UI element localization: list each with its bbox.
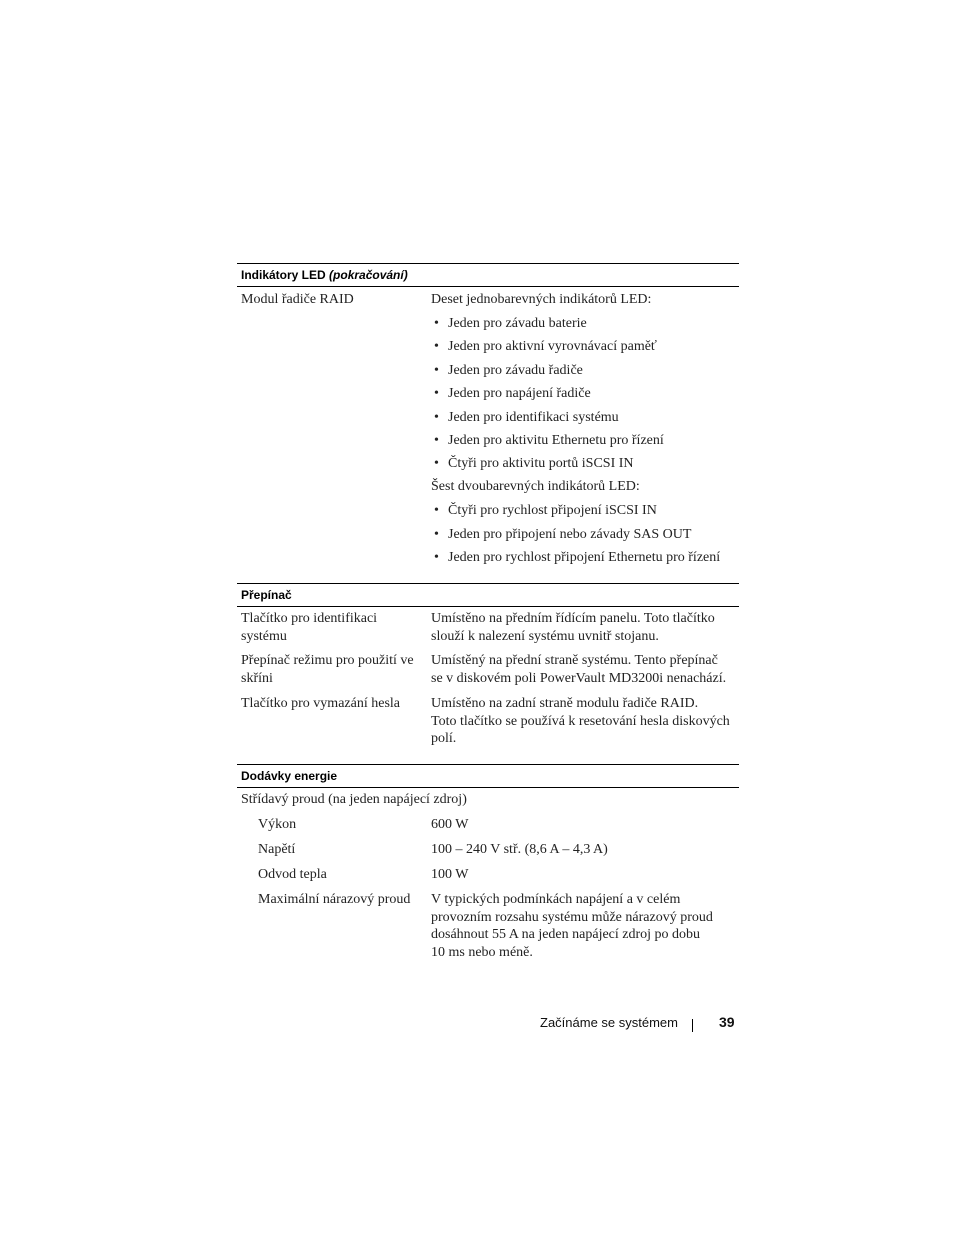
row-value-id-button: Umístěno na předním řídícím panelu. Toto tlačítko slouží k nalezení systému uvnitř stojanu.	[431, 611, 715, 644]
row-value-inrush: V typických podmínkách napájení a v celém provozním rozsahu systému může nárazový proud dosáhnout 55 A na jeden napájecí zdroj po dobu 10 ms nebo méně.	[431, 892, 713, 960]
row-label-heat: Odvod tepla	[258, 867, 327, 882]
power-subhead: Střídavý proud (na jeden napájecí zdroj)	[241, 792, 467, 807]
row-label-id-button: Tlačítko pro identifikaci systému	[241, 611, 378, 644]
row-label-inrush: Maximální nárazový proud	[258, 892, 411, 907]
list-item: • Čtyři pro rychlost připojení iSCSI IN	[434, 503, 657, 518]
list-item: • Jeden pro závadu řadiče	[434, 363, 583, 378]
footer-separator	[692, 1019, 693, 1032]
list-item: • Jeden pro aktivní vyrovnávací paměť	[434, 339, 657, 354]
section-header-power	[237, 764, 739, 788]
list-item: • Jeden pro závadu baterie	[434, 316, 587, 331]
row-label-password-reset: Tlačítko pro vymazání hesla	[241, 696, 400, 711]
section-title: Přepínač	[241, 588, 292, 602]
list-item: • Jeden pro připojení nebo závady SAS OUT	[434, 527, 692, 542]
row-value-heat: 100 W	[431, 867, 469, 882]
row-label-mode-switch: Přepínač režimu pro použití ve skříni	[241, 653, 414, 686]
list-item: • Jeden pro rychlost připojení Ethernetu pro řízení	[434, 550, 721, 565]
led-intro-mono: Deset jednobarevných indikátorů LED:	[431, 292, 652, 307]
row-value-password-reset: Umístěno na zadní straně modulu řadiče RAID. Toto tlačítko se používá k resetování hesla diskových polí.	[431, 696, 730, 746]
list-item: • Jeden pro aktivitu Ethernetu pro řízení	[434, 433, 664, 448]
footer-chapter: Začínáme se systémem	[540, 1015, 678, 1030]
list-item: • Jeden pro napájení řadiče	[434, 386, 591, 401]
row-value-output: 600 W	[431, 817, 469, 832]
list-item: • Jeden pro identifikaci systému	[434, 410, 619, 425]
section-title-suffix: (pokračování)	[329, 268, 408, 282]
list-item: • Čtyři pro aktivitu portů iSCSI IN	[434, 456, 634, 471]
row-label-raid-module: Modul řadiče RAID	[241, 292, 354, 307]
row-label-output: Výkon	[258, 817, 297, 832]
row-value-voltage: 100 – 240 V stř. (8,6 A – 4,3 A)	[431, 842, 608, 857]
led-intro-bicolor: Šest dvoubarevných indikátorů LED:	[431, 479, 640, 494]
row-value-mode-switch: Umístěný na přední straně systému. Tento přepínač se v diskovém poli PowerVault MD3200i nenachází.	[431, 653, 727, 686]
section-title: Dodávky energie	[241, 769, 338, 783]
section-header-switch	[237, 583, 739, 607]
section-header-led	[237, 263, 739, 287]
section-title: Indikátory LED	[241, 268, 326, 282]
row-label-voltage: Napětí	[258, 842, 296, 857]
page-number: 39	[719, 1014, 735, 1030]
